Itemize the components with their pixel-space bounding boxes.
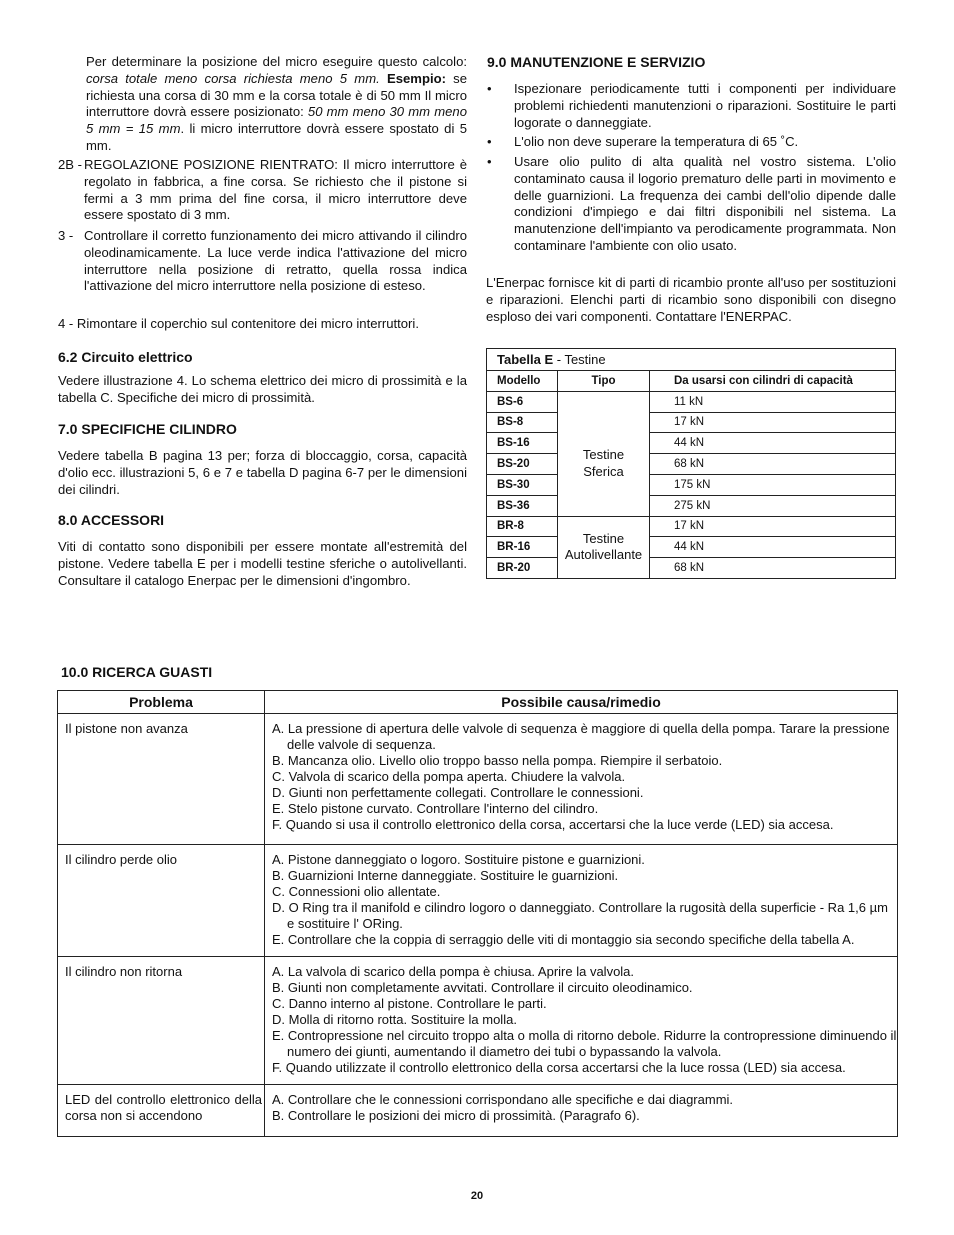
- bullet-text-2: L'olio non deve superare la temperatura di 65 ˚C.: [514, 134, 799, 149]
- table-row: [487, 454, 896, 475]
- causes-cell: [265, 845, 898, 957]
- type-line: Autolivellante: [564, 547, 643, 563]
- type-line: Testine: [582, 447, 625, 463]
- section-title-10-0: 10.0 RICERCA GUASTI: [61, 664, 213, 680]
- bullet-icon: •: [487, 81, 492, 96]
- list-item-4: 4 - Rimontare il coperchio sul contenitore dei micro interruttori.: [58, 316, 419, 331]
- table-e-caption: Tabella E - Testine: [487, 349, 896, 371]
- model-cell: BS-6: [487, 391, 558, 412]
- cause-item: B. Controllare le posizioni dei micro di prossimità. (Paragrafo 6).: [272, 1108, 640, 1123]
- table-row: [487, 412, 896, 433]
- table-row: [58, 1085, 898, 1137]
- causes-cell: [265, 714, 898, 845]
- model-cell: BR-20: [487, 558, 558, 579]
- cause-item: D. Molla di ritorno rotta. Sostituire la molla.: [272, 1012, 517, 1027]
- type-line: Testine: [582, 530, 625, 546]
- section-title-8-0: 8.0 ACCESSORI: [58, 512, 165, 528]
- table-header-row: [58, 691, 898, 714]
- problem-cell: Il pistone non avanza: [58, 714, 265, 845]
- type-cell-sferica: [558, 412, 650, 516]
- table-row: [487, 391, 896, 412]
- model-cell: BR-8: [487, 516, 558, 537]
- table-row: [487, 474, 896, 495]
- cause-item: B. Mancanza olio. Livello olio troppo basso nella pompa. Riempire il serbatoio.: [272, 753, 723, 768]
- table-row: [487, 433, 896, 454]
- problem-cell: Il cilindro perde olio: [58, 845, 265, 957]
- list-item-text: Controllare il corretto funzionamento dei micro attivando il cilindro oleodinamicamente. La luce verde indica l'attivazione del micro interruttore nella posizione di retratto, quella rossa indica l'attivazione del micro interruttore nella posizione di esteso.: [84, 228, 467, 294]
- capacity-cell: 17 kN: [650, 516, 896, 537]
- bullet-text-3: Usare olio pulito di alta qualità nel vostro sistema. L'olio contaminato causa il logorio prematuro delle parti in movimento e delle guarnizioni. La frequenza dei cambi dell'olio dipende dalle condizioni d'impiego e dai filtri disponibili nel sistema. La manutenzione dell'impianto va perodicamente programmata. Non contaminare l'ambiente con olio usato.: [514, 154, 896, 253]
- section-title-9-0: 9.0 MANUTENZIONE E SERVIZIO: [487, 54, 706, 70]
- cause-item: A. Pistone danneggiato o logoro. Sostituire pistone e guarnizioni.: [272, 852, 645, 867]
- table-row: [58, 714, 898, 845]
- cause-item: D. Giunti non perfettamente collegati. Controllare le connessioni.: [272, 785, 644, 800]
- cause-item: B. Guarnizioni Interne danneggiate. Sostituire le guarnizioni.: [272, 868, 619, 883]
- list-item-2b: [58, 157, 467, 224]
- capacity-cell: 275 kN: [650, 495, 896, 516]
- model-cell: BS-36: [487, 495, 558, 516]
- model-cell: BS-8: [487, 412, 558, 433]
- capacity-cell: 68 kN: [650, 454, 896, 475]
- model-cell: BS-30: [487, 474, 558, 495]
- capacity-cell: 68 kN: [650, 558, 896, 579]
- table-row: [487, 558, 896, 579]
- table-row: [58, 845, 898, 957]
- troubleshooting-table: [57, 690, 898, 1137]
- cause-item: F. Quando utilizzate il controllo elettronico della corsa accertarsi che la luce rossa (LED) sia accesa.: [272, 1060, 846, 1075]
- table-row: [487, 537, 896, 558]
- intro-paragraph: Per determinare la posizione del micro eseguire questo calcolo: corsa totale meno corsa richiesta meno 5 mm. Esempio: se richiesta una corsa di 30 mm e la corsa totale è di 50 mm Il micro interruttore dovrà essere posizionato: 50 mm meno 30 mm meno 5 mm = 15 mm. li micro interruttore dovrà essere spostato di 5 mm.: [86, 54, 468, 153]
- type-cell: [558, 391, 650, 412]
- capacity-cell: 175 kN: [650, 474, 896, 495]
- list-item-3: [58, 228, 467, 295]
- cause-item: E. Contropressione nel circuito troppo alta o molla di ritorno debole. Ridurre la contropressione diminuendo il numero dei giunti, aumentando il diametro dei tubi o bypassando la valvola.: [272, 1028, 897, 1059]
- cause-item: C. Connessioni olio allentate.: [272, 884, 441, 899]
- causes-cell: [265, 1085, 898, 1137]
- cause-item: A. La pressione di apertura delle valvole di sequenza è maggiore di quella della pompa. Tarare la pressione delle valvole di sequenza.: [272, 721, 890, 752]
- list-item-text: REGOLAZIONE POSIZIONE RIENTRATO: Il micro interruttore è regolato in fabbrica, a fine corsa. Se richiesto che il pistone si fermi a 3 mm prima del fine corsa, il micro interruttore deve essere spostato di 3 mm.: [84, 157, 467, 223]
- cause-item: E. Stelo pistone curvato. Controllare l'interno del cilindro.: [272, 801, 599, 816]
- problem-cell: LED del controllo elettronico della corsa non si accendono: [58, 1085, 265, 1137]
- header-problema: Problema: [58, 691, 265, 714]
- table-header-row: [487, 371, 896, 392]
- capacity-cell: 44 kN: [650, 537, 896, 558]
- section-text-8-0: Viti di contatto sono disponibili per essere montate all'estremità del pistone. Vedere tabella E per i modelli testine sferiche o autolivellanti. Consultare il catalogo Enerpac per le dimensioni d'ingombro.: [58, 539, 467, 588]
- table-e: [486, 348, 896, 579]
- causes-cell: [265, 957, 898, 1085]
- header-capacita: Da usarsi con cilindri di capacità: [650, 371, 896, 392]
- header-modello: Modello: [487, 371, 558, 392]
- section-title-6-2: 6.2 Circuito elettrico: [58, 349, 193, 365]
- capacity-cell: 11 kN: [650, 391, 896, 412]
- bullet-icon: •: [487, 134, 492, 149]
- list-item-number: 3 -: [58, 228, 74, 243]
- type-cell-autolivellante: [558, 516, 650, 578]
- cause-item: B. Giunti non completamente avvitati. Controllare il circuito oleodinamico.: [272, 980, 693, 995]
- cause-item: E. Controllare che la coppia di serraggio delle viti di montaggio sia secondo specifiche della tabella A.: [272, 932, 855, 947]
- model-cell: BS-20: [487, 454, 558, 475]
- type-line: Sferica: [583, 463, 624, 479]
- table-row: [487, 516, 896, 537]
- list-item-number: 2B -: [58, 157, 83, 172]
- capacity-cell: 44 kN: [650, 433, 896, 454]
- cause-item: F. Quando si usa il controllo elettronico della corsa, accertarsi che la luce verde (LED) sia accesa.: [272, 817, 834, 832]
- section-text-6-2: Vedere illustrazione 4. Lo schema elettrico dei micro di prossimità e la tabella C. Specifiche dei micro di prossimità.: [58, 373, 467, 405]
- table-row: [58, 957, 898, 1085]
- cause-item: A. La valvola di scarico della pompa è chiusa. Aprire la valvola.: [272, 964, 635, 979]
- section-text-7-0: Vedere tabella B pagina 13 per; forza di bloccaggio, corsa, capacità d'olio ecc. illustrazioni 5, 6 e 7 e tabella D pagina 6-7 per le dimensioni dei cilindri.: [58, 448, 467, 497]
- problem-cell: Il cilindro non ritorna: [58, 957, 265, 1085]
- header-causa: Possibile causa/rimedio: [265, 691, 898, 714]
- bullet-icon: •: [487, 154, 492, 169]
- section-text-9-0: L'Enerpac fornisce kit di parti di ricambio pronte all'uso per sostituzioni e riparazioni. Elenchi parti di ricambio sono disponibili con disegno esploso dei vari componenti. Contattare l'ENERPAC.: [486, 275, 896, 324]
- cause-item: A. Controllare che le connessioni corrispondano alle specifiche e dai diagrammi.: [272, 1092, 734, 1107]
- cause-item: C. Valvola di scarico della pompa aperta. Chiudere la valvola.: [272, 769, 626, 784]
- page-number: 20: [470, 1190, 484, 1202]
- cause-item: C. Danno interno al pistone. Controllare le parti.: [272, 996, 547, 1011]
- cause-item: D. O Ring tra il manifold e cilindro logoro o danneggiato. Controllare la rugosità della superficie - Ra 1,6 µm e sostituire l' ORing.: [272, 900, 888, 931]
- section-title-7-0: 7.0 SPECIFICHE CILINDRO: [58, 421, 237, 437]
- header-tipo: Tipo: [558, 371, 650, 392]
- model-cell: BS-16: [487, 433, 558, 454]
- table-row: [487, 495, 896, 516]
- capacity-cell: 17 kN: [650, 412, 896, 433]
- model-cell: BR-16: [487, 537, 558, 558]
- bullet-text-1: Ispezionare periodicamente tutti i componenti per individuare problemi richiedenti manutenzioni o riparazioni. Sostituire le parti logorate o danneggiate.: [514, 81, 896, 130]
